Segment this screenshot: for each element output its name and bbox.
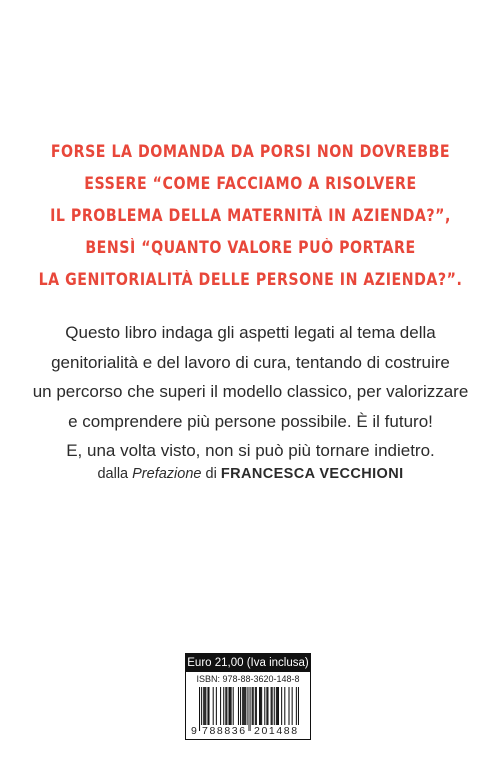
attribution-prefix: dalla [97, 466, 129, 482]
quote-line: BENSÌ “QUANTO VALORE PUÒ PORTARE [85, 238, 416, 257]
barcode-bar [205, 687, 206, 725]
barcode-bar [250, 687, 251, 731]
barcode-bar [207, 687, 208, 725]
barcode-bar [267, 687, 268, 725]
barcode-bar [272, 687, 273, 725]
barcode-bar [266, 687, 267, 725]
barcode-bar [223, 687, 224, 725]
description-line: Questo libro indaga gli aspetti legati al tema della [65, 323, 436, 342]
barcode-bar [288, 687, 289, 725]
barcode-bar [259, 687, 260, 725]
barcode-bar [242, 687, 243, 725]
quote-line: ESSERE “COME FACCIAMO A RISOLVERE [84, 174, 417, 193]
isbn-label: ISBN: 978-88-3620-148-8 [196, 674, 300, 684]
barcode-box [185, 653, 311, 740]
barcode-bar [238, 687, 239, 725]
description-line: un percorso che superi il modello classico, per valorizzare [32, 382, 469, 401]
barcode-bar [208, 687, 209, 725]
preface-attribution [0, 466, 501, 482]
barcode-bar [245, 687, 246, 725]
barcode-bar [264, 687, 265, 725]
barcode-bar [240, 687, 241, 725]
barcode-bar [255, 687, 256, 725]
barcode-bar [243, 687, 244, 725]
barcode-bar [281, 687, 282, 725]
description-line: genitorialità e del lavoro di cura, tentando di costruire [51, 352, 450, 372]
attribution-author: FRANCESCA VECCHIONI [220, 466, 404, 482]
barcode-bar [213, 687, 214, 725]
back-cover-quote [0, 136, 501, 296]
price-label: Euro 21,00 (Iva inclusa) [186, 654, 310, 672]
quote-line: LA GENITORIALITÀ DELLE PERSONE IN AZIENDA?”. [38, 270, 463, 289]
barcode-bar [274, 687, 275, 725]
barcode-bar [256, 687, 257, 725]
barcode-bar [244, 687, 245, 725]
attribution-connector: di [205, 466, 217, 482]
attribution-preface: Prefazione [132, 466, 202, 482]
barcode-bar [228, 687, 229, 725]
barcode-bar [230, 687, 231, 725]
barcode-bar [216, 687, 217, 725]
quote-line: IL PROBLEMA DELLA MATERNITÀ IN AZIENDA?”, [50, 206, 451, 225]
barcode-bar [253, 687, 254, 725]
barcode-bar [261, 687, 262, 725]
description-line: E, una volta visto, non si può più tornare indietro. [66, 441, 435, 460]
book-description [0, 318, 501, 466]
barcode-bar [276, 687, 277, 725]
barcode-bar [199, 687, 200, 731]
barcode-right-digits: 201488 [254, 725, 299, 737]
barcode-bar [226, 687, 227, 725]
barcode-bar [225, 687, 226, 725]
barcode-bar [220, 687, 221, 725]
barcode-bar [284, 687, 285, 725]
quote-line: FORSE LA DOMANDA DA PORSI NON DOVREBBE [50, 142, 451, 161]
barcode-bar [231, 687, 232, 725]
barcode-bar [203, 687, 204, 725]
description-line: e comprendere più persone possibile. È il futuro! [68, 411, 433, 431]
barcode-first-digit: 9 [191, 725, 197, 737]
barcode-bar [204, 687, 205, 725]
barcode-bar [252, 687, 253, 725]
barcode-bar [277, 687, 278, 725]
barcode-bar [292, 687, 293, 725]
barcode-left-digits: 788836 [202, 725, 247, 737]
barcode-bar [233, 687, 234, 725]
barcode-bar [271, 687, 272, 725]
barcode-bar [260, 687, 261, 725]
barcode-bar [278, 687, 279, 725]
